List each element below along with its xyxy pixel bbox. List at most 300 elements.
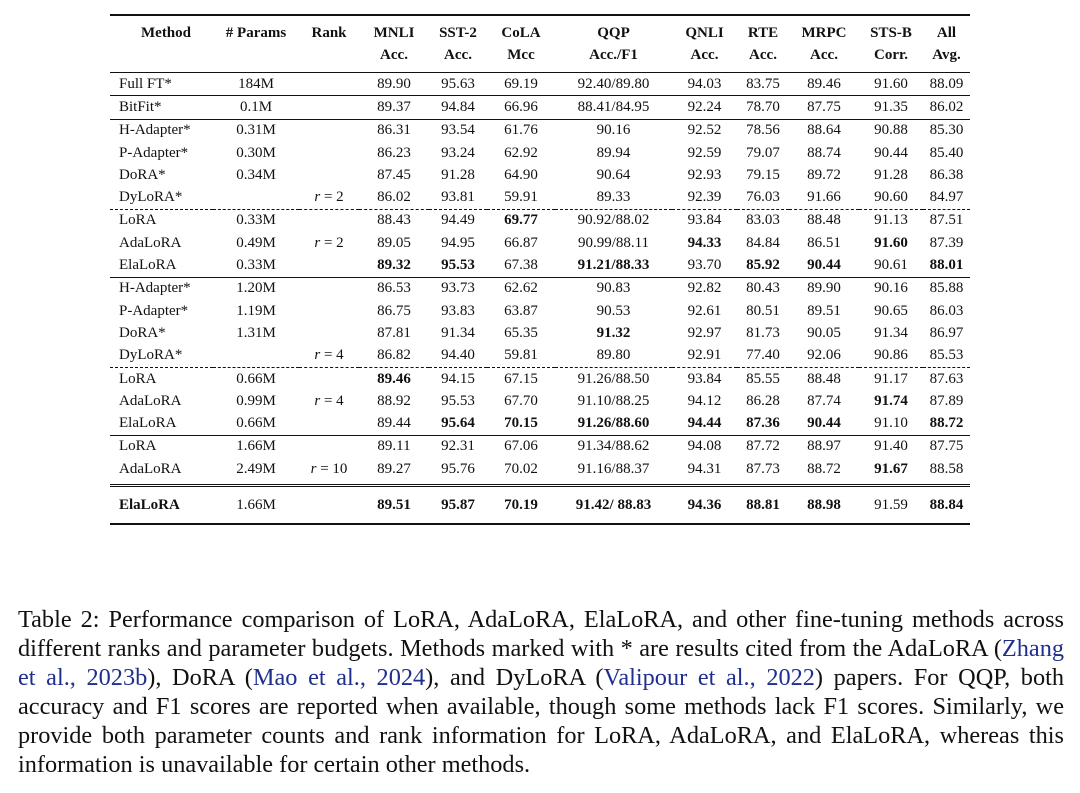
cell-method	[110, 277, 213, 300]
cell-method-text: DyLoRA*	[119, 347, 183, 364]
cell-cola-text: 70.19	[504, 496, 538, 513]
cell-cola	[487, 119, 555, 142]
cell-qqp-text: 91.26/88.50	[577, 370, 650, 387]
cell-mnli	[359, 232, 429, 254]
cell-qqp-text: 88.41/84.95	[577, 98, 650, 115]
rank-symbol: r	[314, 189, 321, 206]
cell-rte-text: 77.40	[746, 347, 780, 364]
cell-sst2-text: 95.87	[441, 496, 475, 513]
caption-text: ), and DyLoRA (	[425, 664, 604, 692]
cell-qnli-text: 92.24	[687, 98, 722, 115]
cell-method-text: LoRA	[119, 370, 157, 387]
cell-avg	[923, 119, 970, 142]
cell-sst2	[429, 73, 487, 96]
cell-cola	[487, 458, 555, 480]
table-row	[110, 142, 970, 164]
cell-rank	[299, 367, 359, 390]
cell-sst2	[429, 209, 487, 232]
cell-params	[213, 209, 299, 232]
cell-params	[213, 232, 299, 254]
cell-params	[213, 390, 299, 412]
caption-text: ) papers. For QQP, both accuracy and F1 scores are reported when available, though some methods lack F1 scores. Similarly, we provide both parameter counts and rank information for LoRA, AdaLoRA, and ElaLoRA, whereas this information is unavailable for certain other methods.	[18, 664, 1064, 779]
cell-sst2-text: 94.95	[441, 234, 475, 251]
cell-method	[110, 435, 213, 458]
cell-mrpc-text: 89.72	[807, 166, 841, 183]
header-row-top	[110, 15, 970, 41]
cell-avg	[923, 322, 970, 344]
cell-avg	[923, 209, 970, 232]
cell-sst2	[429, 345, 487, 368]
cell-qqp	[555, 164, 672, 186]
cell-rte	[737, 367, 789, 390]
cell-method	[110, 142, 213, 164]
cell-qnli-text: 94.31	[687, 460, 722, 477]
table-row	[110, 345, 970, 368]
cell-sst2	[429, 142, 487, 164]
cell-params	[213, 458, 299, 480]
cell-stsb	[859, 390, 923, 412]
cell-mrpc	[789, 458, 859, 480]
cell-rte-text: 88.81	[746, 496, 780, 513]
cell-sst2-text: 95.63	[441, 75, 475, 92]
table-row	[110, 435, 970, 458]
table-row	[110, 73, 970, 96]
cell-avg-text: 86.02	[929, 98, 964, 115]
cell-rte	[737, 96, 789, 119]
cell-params	[213, 486, 299, 525]
cell-mnli-text: 89.51	[377, 496, 411, 513]
cell-qnli	[672, 277, 737, 300]
cell-qnli	[672, 119, 737, 142]
cell-mnli	[359, 367, 429, 390]
cell-qnli	[672, 345, 737, 368]
cell-method-text: ElaLoRA	[119, 257, 177, 274]
cell-sst2-text: 95.53	[441, 257, 475, 274]
cell-rte	[737, 458, 789, 480]
table-row	[110, 277, 970, 300]
cell-rte-text: 85.92	[746, 257, 780, 274]
cell-mnli-text: 86.53	[377, 280, 411, 297]
cell-mnli-text: 88.43	[377, 212, 411, 229]
cell-qnli	[672, 209, 737, 232]
cell-sst2	[429, 458, 487, 480]
cell-stsb-text: 91.60	[874, 75, 908, 92]
cell-rte	[737, 164, 789, 186]
cell-cola	[487, 96, 555, 119]
cell-sst2-text: 93.73	[441, 280, 475, 297]
cell-mnli	[359, 322, 429, 344]
cell-mnli-text: 86.02	[377, 189, 411, 206]
cell-cola	[487, 345, 555, 368]
cell-sst2	[429, 186, 487, 209]
cell-params-text: 0.33M	[236, 212, 276, 229]
cell-stsb	[859, 73, 923, 96]
cell-sst2	[429, 390, 487, 412]
cell-method-text: DoRA*	[119, 166, 166, 183]
cell-cola	[487, 390, 555, 412]
cell-rte	[737, 186, 789, 209]
cell-rank-text: r = 4	[314, 347, 344, 364]
cell-qnli	[672, 458, 737, 480]
cell-mnli	[359, 458, 429, 480]
cell-method-text: ElaLoRA	[119, 415, 177, 432]
cell-mrpc	[789, 277, 859, 300]
cell-qqp	[555, 277, 672, 300]
cell-mrpc	[789, 345, 859, 368]
cell-qnli-text: 92.93	[687, 166, 722, 183]
cell-rank	[299, 277, 359, 300]
cell-rte-text: 76.03	[746, 189, 780, 206]
cell-sst2-text: 93.81	[441, 189, 475, 206]
cell-sst2-text: 95.53	[441, 392, 475, 409]
cell-stsb	[859, 458, 923, 480]
cell-qqp-text: 91.21/88.33	[577, 257, 650, 274]
cell-rte-text: 87.36	[746, 415, 780, 432]
cell-method-text: Full FT*	[119, 75, 172, 92]
cell-rte-text: 79.07	[746, 144, 780, 161]
cell-rank-text: r = 2	[314, 234, 344, 251]
cell-qqp-text: 90.64	[596, 166, 631, 183]
header-cell: Corr.	[859, 41, 923, 73]
cell-stsb-text: 91.28	[874, 166, 908, 183]
cell-avg-text: 87.51	[929, 212, 964, 229]
cell-rank	[299, 209, 359, 232]
cell-stsb	[859, 486, 923, 525]
cell-params-text: 1.31M	[236, 324, 276, 341]
cell-stsb	[859, 254, 923, 277]
cell-cola	[487, 254, 555, 277]
citation-link[interactable]: Valipour et al., 2022	[603, 664, 815, 692]
cell-sst2	[429, 277, 487, 300]
cell-avg	[923, 232, 970, 254]
cell-stsb-text: 90.61	[874, 257, 908, 274]
cell-stsb-text: 90.88	[874, 122, 908, 139]
header-cell: Acc.	[429, 41, 487, 73]
header-cell: QQP	[555, 15, 672, 41]
cell-mrpc-text: 88.72	[807, 460, 841, 477]
cell-rank	[299, 390, 359, 412]
cell-mrpc-text: 88.74	[807, 144, 841, 161]
cell-mnli-text: 89.37	[377, 98, 411, 115]
cell-rte-text: 79.15	[746, 166, 780, 183]
cell-method-text: H-Adapter*	[119, 122, 191, 139]
cell-rte	[737, 209, 789, 232]
rank-symbol: r	[310, 460, 317, 477]
cell-rank	[299, 412, 359, 435]
cell-sst2-text: 94.49	[441, 212, 475, 229]
cell-stsb-text: 91.13	[874, 212, 908, 229]
cell-method	[110, 119, 213, 142]
cell-qnli	[672, 390, 737, 412]
cell-rank	[299, 435, 359, 458]
cell-stsb-text: 91.40	[874, 438, 908, 455]
cell-stsb-text: 91.74	[874, 392, 908, 409]
cell-avg-text: 84.97	[929, 189, 964, 206]
cell-rank	[299, 300, 359, 322]
cell-qqp	[555, 412, 672, 435]
cell-mnli-text: 89.11	[377, 438, 411, 455]
cell-sst2-text: 94.15	[441, 370, 475, 387]
cell-avg-text: 88.09	[929, 75, 964, 92]
cell-stsb	[859, 209, 923, 232]
cell-cola	[487, 232, 555, 254]
cell-cola-text: 67.15	[504, 370, 538, 387]
cell-params	[213, 322, 299, 344]
cell-qnli-text: 92.52	[687, 122, 722, 139]
cell-rte-text: 83.03	[746, 212, 780, 229]
rank-symbol: r	[314, 234, 321, 251]
cell-qqp-text: 89.94	[596, 144, 631, 161]
cell-mrpc-text: 88.97	[807, 438, 841, 455]
cell-avg-text: 87.39	[929, 234, 964, 251]
cell-cola-text: 62.92	[504, 144, 538, 161]
cell-method	[110, 345, 213, 368]
cell-mnli-text: 89.27	[377, 460, 411, 477]
table-caption	[18, 605, 1064, 779]
cell-mrpc	[789, 367, 859, 390]
rank-symbol: r	[314, 392, 321, 409]
cell-rte	[737, 345, 789, 368]
cell-params-text: 1.66M	[236, 496, 276, 513]
cell-qqp	[555, 486, 672, 525]
cell-rank	[299, 119, 359, 142]
cell-mrpc-text: 89.51	[807, 302, 841, 319]
cell-mnli-text: 89.90	[377, 75, 411, 92]
cell-qqp	[555, 390, 672, 412]
header-cell: Acc./F1	[555, 41, 672, 73]
cell-rank	[299, 142, 359, 164]
cell-sst2	[429, 300, 487, 322]
cell-mnli	[359, 142, 429, 164]
cell-avg-text: 86.38	[929, 166, 964, 183]
cell-qnli-text: 94.12	[687, 392, 722, 409]
cell-mnli-text: 89.32	[377, 257, 411, 274]
cell-qqp-text: 89.80	[596, 347, 631, 364]
cell-mnli-text: 86.23	[377, 144, 411, 161]
cell-rte	[737, 412, 789, 435]
cell-params-text: 2.49M	[236, 460, 276, 477]
cell-params-text: 184M	[238, 75, 274, 92]
header-cell: Acc.	[789, 41, 859, 73]
cell-stsb	[859, 367, 923, 390]
cell-mnli-text: 89.05	[377, 234, 411, 251]
cell-mrpc-text: 88.98	[807, 496, 841, 513]
cell-params	[213, 254, 299, 277]
cell-params	[213, 73, 299, 96]
cell-qqp	[555, 367, 672, 390]
cell-mrpc	[789, 232, 859, 254]
cell-sst2-text: 93.54	[441, 122, 475, 139]
table-row	[110, 486, 970, 525]
cell-qnli-text: 92.97	[687, 324, 722, 341]
cell-stsb-text: 91.59	[874, 496, 908, 513]
cell-mnli	[359, 277, 429, 300]
cell-sst2-text: 91.34	[441, 324, 475, 341]
cell-params-text: 0.66M	[236, 415, 276, 432]
cell-qqp	[555, 186, 672, 209]
cell-qnli	[672, 486, 737, 525]
cell-cola-text: 65.35	[504, 324, 538, 341]
citation-link[interactable]: Zhang et al., 2023b	[18, 635, 1064, 692]
cell-stsb-text: 90.65	[874, 302, 908, 319]
cell-qqp-text: 91.42/ 88.83	[575, 496, 652, 513]
cell-avg-text: 88.72	[929, 415, 964, 432]
cell-mrpc-text: 89.90	[807, 280, 841, 297]
table-row	[110, 232, 970, 254]
cell-sst2	[429, 486, 487, 525]
cell-cola-text: 62.62	[504, 280, 538, 297]
cell-rte	[737, 254, 789, 277]
cell-stsb	[859, 277, 923, 300]
header-cell	[213, 41, 299, 73]
cell-rte-text: 87.73	[746, 460, 780, 477]
cell-cola-text: 67.06	[504, 438, 538, 455]
header-cell: Acc.	[737, 41, 789, 73]
cell-rte-text: 85.55	[746, 370, 780, 387]
cell-mrpc	[789, 322, 859, 344]
header-cell: Method	[110, 15, 213, 41]
cell-rank	[299, 322, 359, 344]
cell-avg	[923, 412, 970, 435]
cell-rte-text: 78.70	[746, 98, 780, 115]
cell-mnli-text: 86.82	[377, 347, 411, 364]
cell-cola-text: 70.02	[504, 460, 538, 477]
cell-mrpc-text: 88.64	[807, 122, 841, 139]
cell-mrpc	[789, 186, 859, 209]
cell-cola	[487, 164, 555, 186]
cell-method	[110, 209, 213, 232]
cell-method-text: LoRA	[119, 438, 157, 455]
header-cell: STS-B	[859, 15, 923, 41]
cell-method-text: DoRA*	[119, 324, 166, 341]
cell-cola-text: 59.91	[504, 189, 538, 206]
cell-stsb-text: 91.17	[874, 370, 908, 387]
cell-avg-text: 85.53	[929, 347, 964, 364]
cell-qnli-text: 93.70	[687, 257, 722, 274]
cell-mrpc-text: 92.06	[807, 347, 841, 364]
cell-method	[110, 73, 213, 96]
cell-method-text: ElaLoRA	[119, 496, 180, 513]
cell-stsb-text: 91.10	[874, 415, 908, 432]
header-cell: Acc.	[359, 41, 429, 73]
citation-link[interactable]: Mao et al., 2024	[252, 664, 426, 692]
cell-avg	[923, 486, 970, 525]
cell-qnli-text: 94.33	[687, 234, 722, 251]
cell-mnli	[359, 119, 429, 142]
cell-avg-text: 88.58	[929, 460, 964, 477]
cell-sst2-text: 95.76	[441, 460, 475, 477]
cell-rte-text: 84.84	[746, 234, 780, 251]
cell-avg	[923, 164, 970, 186]
cell-stsb	[859, 96, 923, 119]
cell-avg-text: 88.01	[929, 257, 964, 274]
cell-mnli	[359, 435, 429, 458]
cell-avg	[923, 186, 970, 209]
cell-mrpc	[789, 435, 859, 458]
cell-qqp	[555, 96, 672, 119]
cell-rank	[299, 254, 359, 277]
cell-rank-text: r = 4	[314, 392, 344, 409]
cell-cola	[487, 486, 555, 525]
cell-mrpc-text: 91.66	[807, 189, 841, 206]
cell-rank	[299, 458, 359, 480]
cell-params	[213, 164, 299, 186]
cell-avg-text: 87.75	[929, 438, 964, 455]
cell-mnli-text: 89.44	[377, 415, 411, 432]
cell-stsb	[859, 119, 923, 142]
cell-params	[213, 367, 299, 390]
cell-qnli	[672, 142, 737, 164]
cell-mnli	[359, 209, 429, 232]
cell-qqp	[555, 435, 672, 458]
cell-avg	[923, 390, 970, 412]
cell-cola-text: 59.81	[504, 347, 538, 364]
cell-mnli-text: 87.45	[377, 166, 411, 183]
cell-params	[213, 435, 299, 458]
header-cell: RTE	[737, 15, 789, 41]
table-row	[110, 300, 970, 322]
caption-text: Table 2: Performance comparison of LoRA, AdaLoRA, ElaLoRA, and other fine-tuning methods across different ranks and parameter budgets. Methods marked with * are results cited from the AdaLoRA (	[18, 606, 1064, 663]
cell-stsb	[859, 164, 923, 186]
cell-method	[110, 322, 213, 344]
cell-cola	[487, 186, 555, 209]
cell-avg-text: 87.89	[929, 392, 964, 409]
cell-qqp-text: 91.32	[596, 324, 631, 341]
cell-qnli	[672, 435, 737, 458]
cell-mnli	[359, 486, 429, 525]
cell-qnli-text: 92.61	[687, 302, 722, 319]
cell-rte	[737, 322, 789, 344]
cell-cola	[487, 300, 555, 322]
cell-rte	[737, 73, 789, 96]
cell-rte-text: 87.72	[746, 438, 780, 455]
cell-qqp	[555, 73, 672, 96]
cell-method-text: LoRA	[119, 212, 157, 229]
cell-rte	[737, 390, 789, 412]
cell-mrpc-text: 90.44	[807, 257, 841, 274]
cell-params-text: 0.99M	[236, 392, 276, 409]
cell-avg-text: 85.30	[929, 122, 964, 139]
cell-params	[213, 142, 299, 164]
cell-stsb	[859, 232, 923, 254]
cell-method-text: BitFit*	[119, 98, 162, 115]
cell-cola	[487, 322, 555, 344]
table-row	[110, 458, 970, 480]
cell-sst2-text: 92.31	[441, 438, 475, 455]
cell-rte-text: 78.56	[746, 122, 780, 139]
cell-stsb-text: 90.86	[874, 347, 908, 364]
cell-cola-text: 66.96	[504, 98, 538, 115]
cell-qnli	[672, 232, 737, 254]
header-cell: Rank	[299, 15, 359, 41]
header-cell: Acc.	[672, 41, 737, 73]
cell-cola-text: 70.15	[504, 415, 538, 432]
table-row	[110, 367, 970, 390]
cell-rte	[737, 486, 789, 525]
cell-mrpc-text: 90.44	[807, 415, 841, 432]
cell-mrpc-text: 87.75	[807, 98, 841, 115]
cell-cola	[487, 209, 555, 232]
cell-avg-text: 86.03	[929, 302, 964, 319]
cell-sst2	[429, 412, 487, 435]
cell-rank	[299, 345, 359, 368]
cell-qqp-text: 90.16	[596, 122, 631, 139]
cell-cola-text: 66.87	[504, 234, 538, 251]
cell-params	[213, 412, 299, 435]
cell-method-text: P-Adapter*	[119, 302, 189, 319]
cell-avg	[923, 254, 970, 277]
cell-qqp-text: 90.83	[596, 280, 631, 297]
